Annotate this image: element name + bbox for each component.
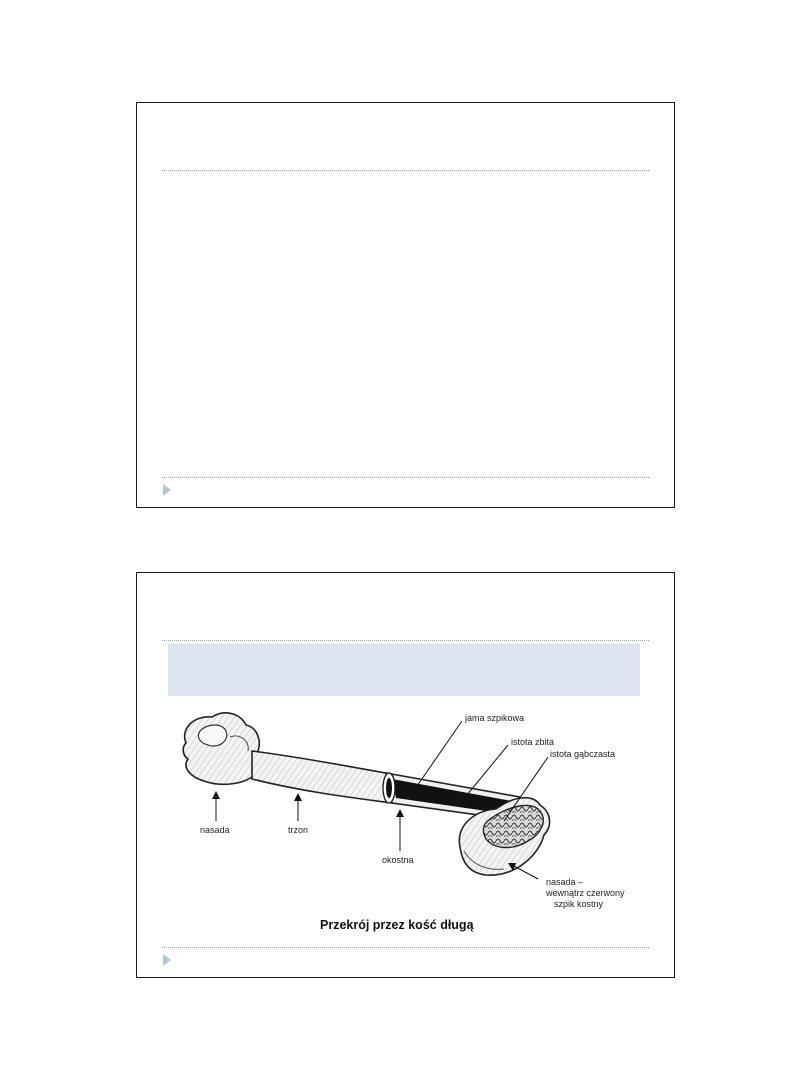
slide-2 [136,572,675,978]
left-epiphysis [183,713,262,784]
footer-divider [162,477,649,478]
label-istota-zbita: istota zbita [511,737,555,747]
content-banner [168,644,640,696]
label-okostna: okostna [382,855,414,865]
label-trzon: trzon [288,825,309,835]
label-nasada-right-line2: wewnątrz czerwony [546,888,625,898]
title-divider [162,640,649,641]
label-nasada-right-line1: nasada – [546,877,584,887]
label-istota-gabczasta: istota gąbczasta [550,749,616,759]
bone-shaft [252,751,392,803]
title-divider [162,170,649,171]
footer-arrow-icon [163,484,171,496]
footer-divider [162,947,649,948]
label-nasada-left: nasada [200,825,230,835]
footer-arrow-icon [163,954,171,966]
bone-illustration [160,701,650,941]
figure-caption: Przekrój przez kość długą [320,918,474,932]
label-nasada-right-line3: szpik kostny [554,899,604,909]
label-jama-szpikowa: jama szpikowa [465,713,525,723]
bone-cross-section-figure [160,701,650,941]
slide-1 [136,102,675,508]
